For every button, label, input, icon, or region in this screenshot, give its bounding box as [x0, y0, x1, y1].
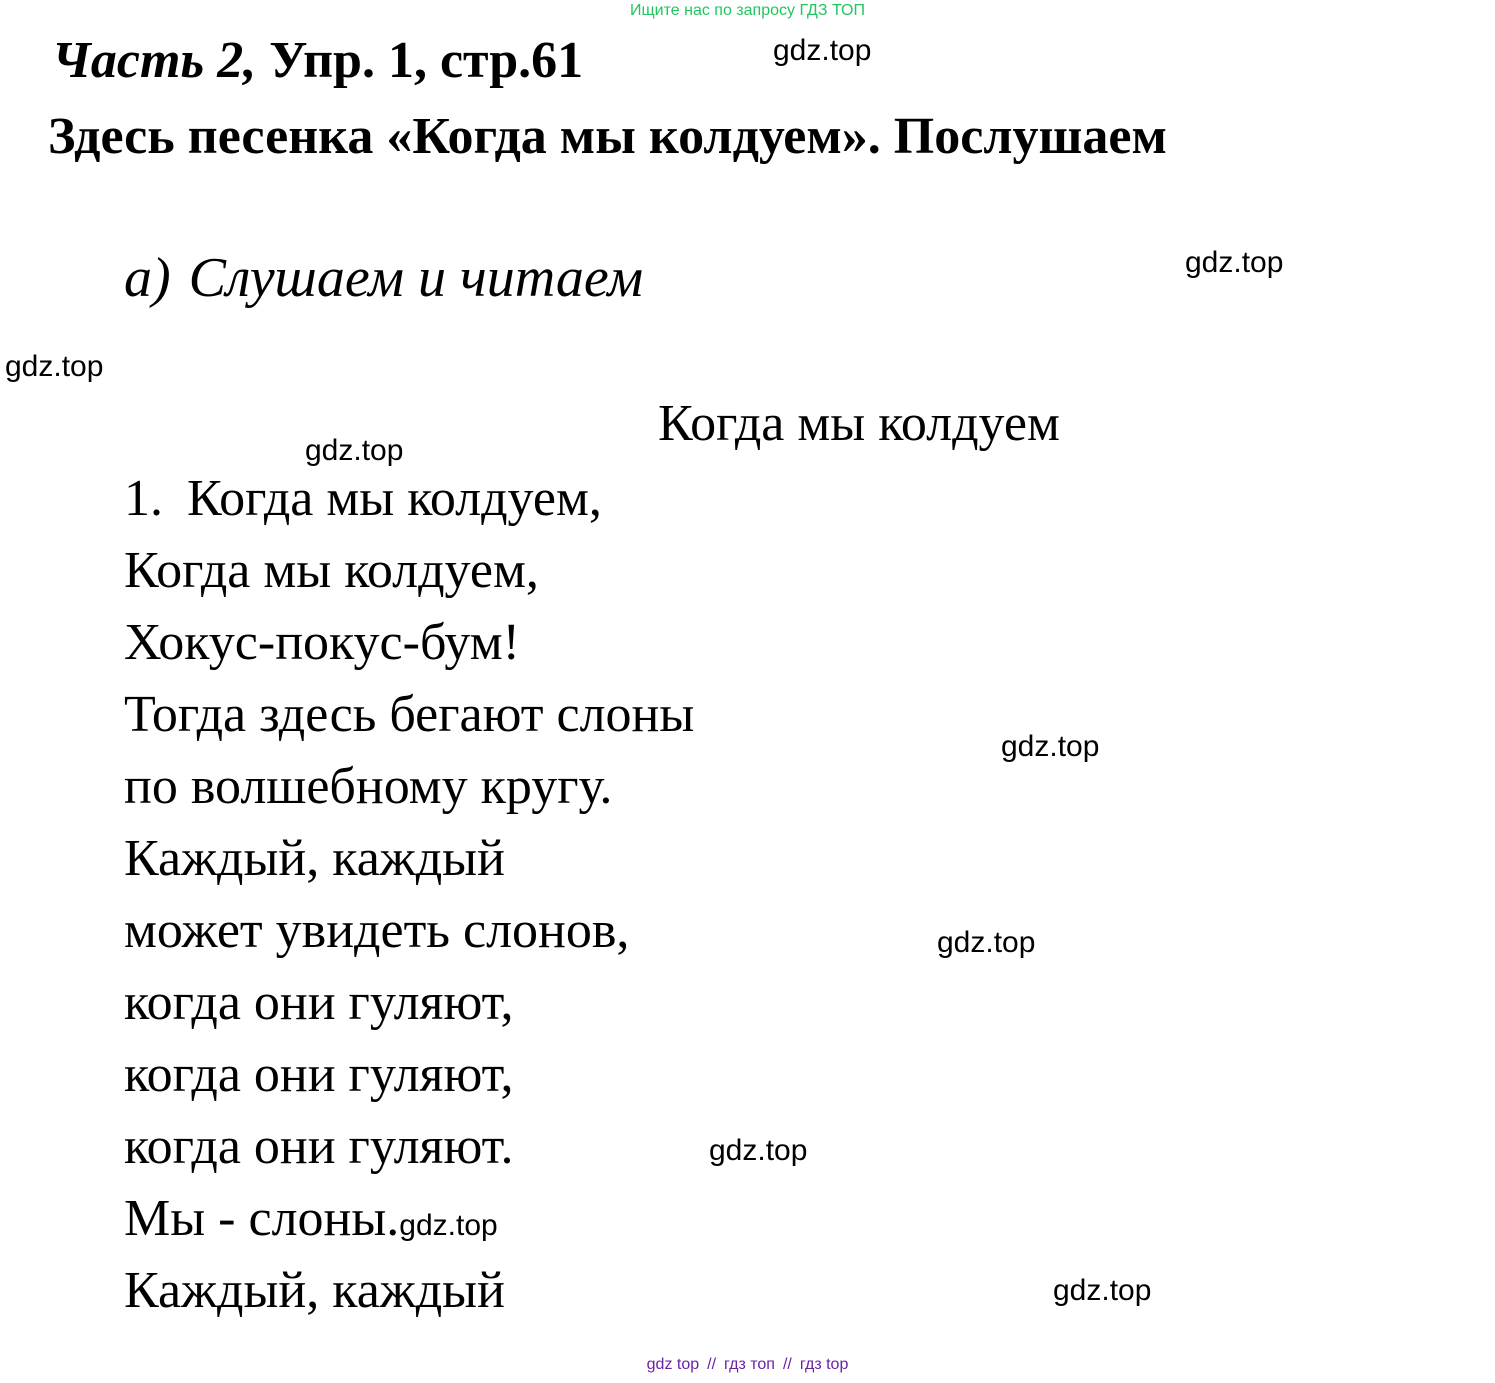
top-banner[interactable]: Ищите нас по запросу ГДЗ ТОП — [630, 2, 865, 19]
watermark: gdz.top — [773, 34, 872, 67]
footer-separator: // — [707, 1356, 717, 1373]
poem-line: Каждый, каждый — [124, 830, 505, 887]
watermark: gdz.top — [1001, 730, 1100, 763]
watermark: gdz.top — [305, 434, 404, 467]
watermark: gdz.top — [399, 1209, 498, 1242]
task-text: Слушаем и читаем — [188, 247, 644, 309]
poem-line-text: Мы - слоны. — [124, 1190, 400, 1247]
poem-line — [124, 463, 694, 535]
watermark: gdz.top — [1053, 1274, 1152, 1307]
footer-link[interactable]: гдз top — [799, 1356, 849, 1373]
watermark: gdz.top — [937, 926, 1036, 959]
poem-line — [124, 1183, 694, 1255]
page-title — [52, 32, 583, 89]
footer-links — [0, 1356, 1495, 1374]
poem-line: когда они гуляют, — [124, 1046, 514, 1103]
poem — [124, 463, 694, 1327]
footer-link[interactable]: gdz top — [646, 1356, 700, 1373]
watermark: gdz.top — [709, 1134, 808, 1167]
song-title: Когда мы колдуем — [658, 395, 1060, 452]
task-letter: а) — [124, 247, 171, 309]
footer-link[interactable]: гдз топ — [724, 1356, 775, 1373]
poem-line: Хокус-покус-бум! — [124, 614, 520, 671]
poem-line: по волшебному кругу. — [124, 758, 613, 815]
task-heading — [124, 248, 643, 310]
page-subtitle: Здесь песенка «Когда мы колдуем». Послушаем — [48, 108, 1167, 165]
title-exercise: Упр. 1, стр.61 — [269, 32, 584, 89]
title-part: Часть 2, — [52, 32, 257, 89]
watermark: gdz.top — [1185, 246, 1284, 279]
poem-line-text: Когда мы колдуем, — [187, 470, 602, 527]
poem-line: Тогда здесь бегают слоны — [124, 686, 695, 743]
poem-line: Каждый, каждый — [124, 1262, 505, 1319]
verse-number: 1. — [124, 470, 163, 527]
poem-line: Когда мы колдуем, — [124, 542, 539, 599]
poem-line: может увидеть слонов, — [124, 902, 630, 959]
watermark: gdz.top — [5, 350, 104, 383]
poem-line: когда они гуляют. — [124, 1118, 514, 1175]
poem-line: когда они гуляют, — [124, 974, 514, 1031]
footer-separator: // — [782, 1356, 792, 1373]
